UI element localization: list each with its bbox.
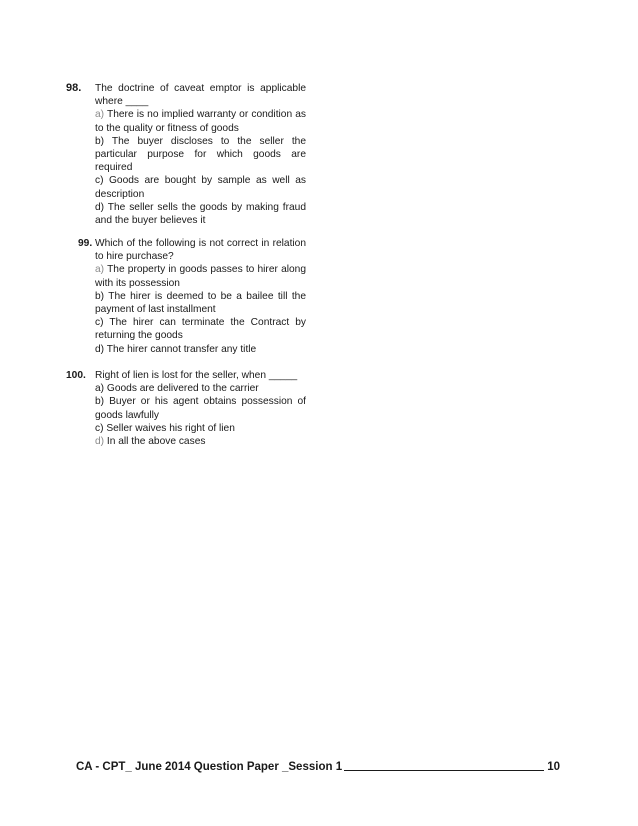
question-number: 98. xyxy=(66,82,82,94)
footer-rule xyxy=(344,770,544,771)
option-a xyxy=(95,382,306,395)
option-d xyxy=(95,201,306,227)
option-letter: c) xyxy=(95,422,104,434)
option-letter: d) xyxy=(95,436,105,448)
option-letter: c) xyxy=(95,317,104,329)
option-d xyxy=(95,343,306,356)
option-text: Seller waives his right of lien xyxy=(106,422,235,434)
page-footer xyxy=(76,761,560,773)
option-text: There is no implied warranty or condition as to the quality or fitness of goods xyxy=(95,109,306,134)
option-b xyxy=(95,290,306,316)
option-text: Buyer or his agent obtains possession of goods lawfully xyxy=(95,396,306,421)
option-a xyxy=(95,108,306,134)
option-letter: b) xyxy=(95,396,105,408)
question-100 xyxy=(66,369,306,448)
question-number: 100. xyxy=(66,370,86,381)
option-text: The property in goods passes to hirer along with its possession xyxy=(95,264,306,289)
question-body xyxy=(95,369,306,448)
option-letter: d) xyxy=(95,343,105,355)
option-text: In all the above cases xyxy=(106,436,206,448)
option-c xyxy=(95,174,306,200)
option-text: The hirer cannot transfer any title xyxy=(106,343,257,355)
question-text: Which of the following is not correct in relation to hire purchase? xyxy=(95,238,306,263)
option-letter: c) xyxy=(95,175,104,187)
option-b xyxy=(95,135,306,175)
option-text: The hirer is deemed to be a bailee till the payment of last installment xyxy=(95,290,306,316)
option-c xyxy=(95,316,306,342)
question-number: 99. xyxy=(78,238,93,249)
option-text: Goods are delivered to the carrier xyxy=(106,383,259,395)
page-number: 10 xyxy=(547,761,560,773)
question-body xyxy=(95,237,306,356)
option-letter: d) xyxy=(95,201,105,213)
question-99 xyxy=(66,237,306,356)
question-text: Right of lien is lost for the seller, when _____ xyxy=(95,370,298,381)
question-text: The doctrine of caveat emptor is applicable where ____ xyxy=(95,83,306,108)
option-letter: a) xyxy=(95,264,105,276)
question-98 xyxy=(66,82,306,227)
option-letter: b) xyxy=(95,290,105,302)
option-b xyxy=(95,395,306,421)
option-letter: b) xyxy=(95,135,105,147)
option-text: The seller sells the goods by making fraud and the buyer believes it xyxy=(95,201,306,227)
question-body xyxy=(95,82,306,227)
option-c xyxy=(95,422,306,435)
footer-title: CA - CPT_ June 2014 Question Paper _Session 1 xyxy=(76,761,343,773)
option-text: Goods are bought by sample as well as description xyxy=(95,175,306,200)
option-letter: a) xyxy=(95,383,105,395)
option-text: The buyer discloses to the seller the particular purpose for which goods are required xyxy=(95,135,306,174)
option-a xyxy=(95,263,306,289)
option-d xyxy=(95,435,306,448)
option-text: The hirer can terminate the Contract by returning the goods xyxy=(95,317,307,342)
option-letter: a) xyxy=(95,109,105,121)
